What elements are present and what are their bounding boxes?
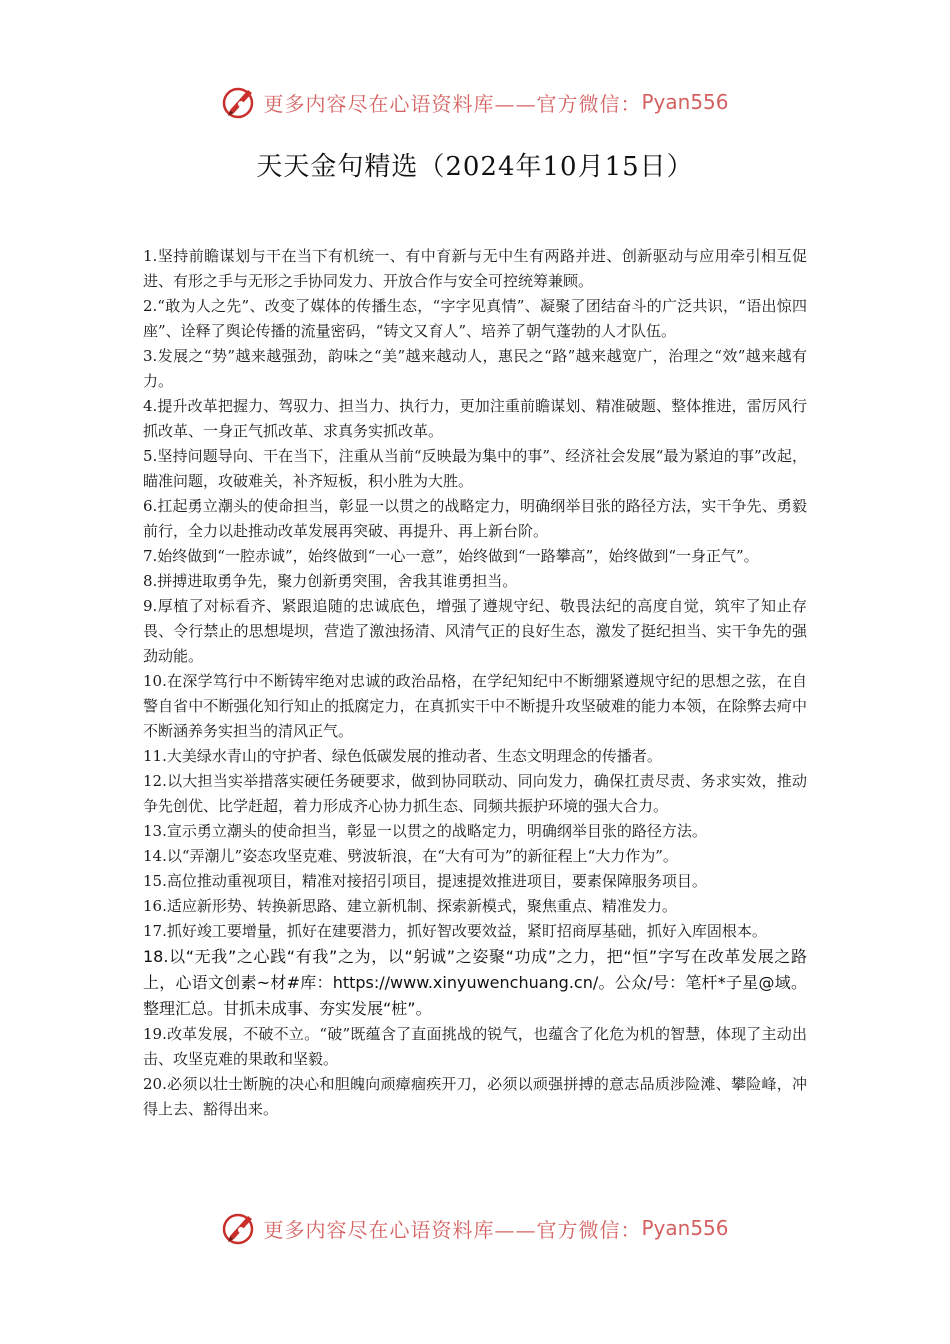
quote-item: 20.必须以壮士断腕的决心和胆魄向顽瘴痼疾开刀，必须以顽强拼搏的意志品质涉险滩、攀险峰，冲得上去、豁得出来。 bbox=[143, 1075, 807, 1118]
banner-wechat-id: Pyan556 bbox=[641, 90, 729, 114]
quote-item: 16.适应新形势、转换新思路、建立新机制、探索新模式，聚焦重点、精准发力。 bbox=[143, 897, 677, 915]
quote-item: 1.坚持前瞻谋划与干在当下有机统一、有中育新与无中生有两路并进、创新驱动与应用牵引相互促进、有形之手与无形之手协同发力、开放合作与安全可控统筹兼顾。 bbox=[143, 247, 807, 290]
quote-item: 2.“敢为人之先”、改变了媒体的传播生态，“字字见真情”、凝聚了团结奋斗的广泛共识，“语出惊四座”、诠释了舆论传播的流量密码，“铸文又育人”、培养了朝气蓬勃的人才队伍。 bbox=[143, 297, 807, 340]
quote-item: 12.以大担当实举措落实硬任务硬要求，做到协同联动、同向发力，确保扛责尽责、务求实效，推动争先创优、比学赶超，着力形成齐心协力抓生态、同频共振护环境的强大合力。 bbox=[143, 772, 807, 815]
quote-item: 8.拼搏进取勇争先，聚力创新勇突围，舍我其谁勇担当。 bbox=[143, 572, 518, 590]
quote-item: 10.在深学笃行中不断铸牢绝对忠诚的政治品格，在学纪知纪中不断绷紧遵规守纪的思想之弦，在自警自省中不断强化知行知止的抵腐定力，在真抓实干中不断提升攻坚破难的能力本领，在除弊去疴中不断涵养务实担当的清风正气。 bbox=[143, 672, 807, 740]
quote-item: 13.宣示勇立潮头的使命担当，彰显一以贯之的战略定力，明确纲举目张的路径方法。 bbox=[143, 822, 707, 840]
pen-logo-icon bbox=[221, 84, 257, 120]
header-banner bbox=[0, 80, 950, 124]
banner-text: 更多内容尽在心语资料库——官方微信： bbox=[263, 1217, 642, 1242]
quote-item: 9.厚植了对标看齐、紧跟追随的忠诚底色，增强了遵规守纪、敬畏法纪的高度自觉，筑牢了知止存畏、令行禁止的思想堤坝，营造了激浊扬清、风清气正的良好生态，激发了挺纪担当、实干争先的强劲动能。 bbox=[143, 597, 807, 665]
pen-logo-icon bbox=[221, 1210, 257, 1246]
quote-item: 3.发展之“势”越来越强劲，韵味之“美”越来越动人，惠民之“路”越来越宽广，治理之“效”越来越有力。 bbox=[143, 347, 807, 390]
page-title: 天天金句精选（2024年10月15日） bbox=[256, 152, 694, 182]
quote-item: 17.抓好竣工要增量，抓好在建要潜力，抓好智改要效益，紧盯招商厚基础，抓好入库固根本。 bbox=[143, 922, 767, 940]
quote-list bbox=[143, 244, 807, 1122]
footer-banner bbox=[0, 1206, 950, 1250]
banner-wechat-id: Pyan556 bbox=[641, 1216, 729, 1240]
quote-item: 6.扛起勇立潮头的使命担当，彰显一以贯之的战略定力，明确纲举目张的路径方法，实干争先、勇毅前行，全力以赴推动改革发展再突破、再提升、再上新台阶。 bbox=[143, 497, 807, 540]
quote-item: 4.提升改革把握力、驾驭力、担当力、执行力，更加注重前瞻谋划、精准破题、整体推进，雷厉风行抓改革、一身正气抓改革、求真务实抓改革。 bbox=[143, 397, 807, 440]
quote-item: 7.始终做到“一腔赤诚”，始终做到“一心一意”，始终做到“一路攀高”，始终做到“一身正气”。 bbox=[143, 547, 759, 565]
banner-text: 更多内容尽在心语资料库——官方微信： bbox=[263, 91, 642, 116]
quote-item: 5.坚持问题导向、干在当下，注重从当前“反映最为集中的事”、经济社会发展“最为紧迫的事”改起，瞄准问题，攻破难关，补齐短板，积小胜为大胜。 bbox=[143, 447, 807, 490]
quote-item: 15.高位推动重视项目，精准对接招引项目，提速提效推进项目，要素保障服务项目。 bbox=[143, 872, 707, 890]
quote-item: 19.改革发展，不破不立。“破”既蕴含了直面挑战的锐气，也蕴含了化危为机的智慧，体现了主动出击、攻坚克难的果敢和坚毅。 bbox=[143, 1025, 807, 1068]
quote-item: 18.以“无我”之心践“有我”之为，以“躬诚”之姿聚“功成”之力，把“恒”字写在改革发展之路上，心语文创素~材#库：https://www.xinyuwenchuang.cn/。公众/号：笔杆*子星@域。整理汇总。甘抓未成事、夯实发展“桩”。 bbox=[143, 947, 807, 1018]
quote-item: 11.大美绿水青山的守护者、绿色低碳发展的推动者、生态文明理念的传播者。 bbox=[143, 747, 662, 765]
quote-item: 14.以“弄潮儿”姿态攻坚克难、劈波斩浪，在“大有可为”的新征程上“大力作为”。 bbox=[143, 847, 678, 865]
